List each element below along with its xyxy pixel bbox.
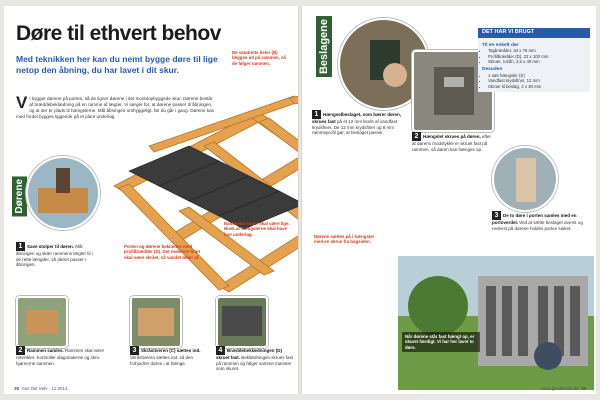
folio-left: 38 Gør Det Selv · 11 2013 [14, 386, 68, 391]
callout-right-bottom: Dørene sættes på i hængsler med en skrue fra bagsiden. [314, 234, 375, 245]
materials-sub-2: Desuden [482, 66, 503, 72]
folio-right: www.gordetselv.dk 39 [541, 386, 586, 391]
callout-strips: De vandrette lister (B) lægges ud på rammen, så de følger rammen. [232, 50, 286, 66]
photo-gate-fitting [492, 146, 558, 212]
callout-boards: Porten og dørene beklædes med profilbrædder (D). Det nederste bræt skal være skrået, så vandet løber af. [124, 244, 201, 260]
photo-cutting-board [26, 156, 100, 230]
step-1-text: 1 Save stolper til døren. Mål åbningen og skær rammens lægter til i de rette længder, så døren passer i åbningen. [16, 243, 93, 268]
right-page [302, 6, 596, 394]
right-step-3-text: 3 De to døre i porten samles med en portoverdel. Ved at sætte beslaget øverst og nederst på dørene holdes porten lukket. [492, 212, 583, 231]
drop-cap: V [16, 93, 28, 112]
photo-step-2 [16, 296, 68, 348]
left-page [4, 6, 298, 394]
step-2-text: 2 Rammen samles. Rammen skal være retvinklet. Kontroller diagonalerne og skru hjørnerne sammen. [16, 347, 105, 366]
photo-step-3 [130, 296, 182, 348]
photo-step-4 [216, 296, 268, 348]
materials-header: DET HAR VI BRUGT [478, 28, 590, 38]
materials-line: • Profilbrædder (D), 22 x 100 mm [488, 54, 586, 60]
materials-line: • Tagbrædder, 34 x 75 mm [488, 48, 586, 54]
materials-line: • 1 sæt hængsler (E) [488, 73, 586, 79]
right-step-1-text: 1 Hængselbeslaget, som bærer døren, skrues fast på et 12 mm klods af vandfast krydsfiner. De 12 mm krydsfiner og 8 mm rammeprofil gør, at beslaget passer. [312, 111, 402, 136]
materials-sub-1: Til en enkelt dør [482, 42, 519, 48]
intro-text: i bygger dørene på porten, så de ligner dørene i det modulopbyggede skur. Dørene består af bræddebeklædning på en ramme af lægter. Vi sørger for, at dørene passer til åbningen, og at der er plads til hængslerne. Mål åbningen omhyggeligt, før du går i gang. Dørene kan med fordel bygges liggende på et plant underlag. [16, 96, 215, 119]
step-4-text: 4 Bræddebeklædningen (D) skruet fast. Beklædningen skrues fast på rammen og følger samme mønster som skuret. [216, 347, 294, 372]
article-title: Døre til ethvert behov [16, 22, 221, 45]
article-lead: Med teknikken her kan du nemt bygge døre til lige netop den åbning, du har lavet i dit skur. [16, 54, 218, 75]
section-label-doors: Dørene [12, 176, 27, 216]
door-frame-illustration [109, 76, 298, 296]
photo-finished-shed [398, 256, 594, 390]
materials-line: • Skruer, rustfri, 4,5 x 40 mm [488, 59, 586, 65]
materials-line: • Vandfast krydsfiner, 12 mm [488, 78, 586, 84]
right-step-2-text: 2 Hængslet skrues på døren, efter at dørens modstykke er skruet fast på rammen, så døren kan hænges op. [412, 133, 492, 152]
materials-box [478, 28, 590, 92]
step-3-text: 3 Skråstiveren (C) sættes ind. Skråstiveren sættes ind, så den forhindrer døren i at hænge. [130, 347, 201, 366]
materials-line: • Skruer til beslag, 4 x 30 mm [488, 84, 586, 90]
callout-frame-ends: Rammens ender skal være lige. Husk at hængslerne skal have fast underlag. [224, 221, 290, 237]
section-label-fittings: Beslagene [316, 16, 332, 77]
photo-caption-box: Når dørene står fast hængt op, er skuret færdigt. Vi har her lavet to døre. [402, 332, 480, 352]
